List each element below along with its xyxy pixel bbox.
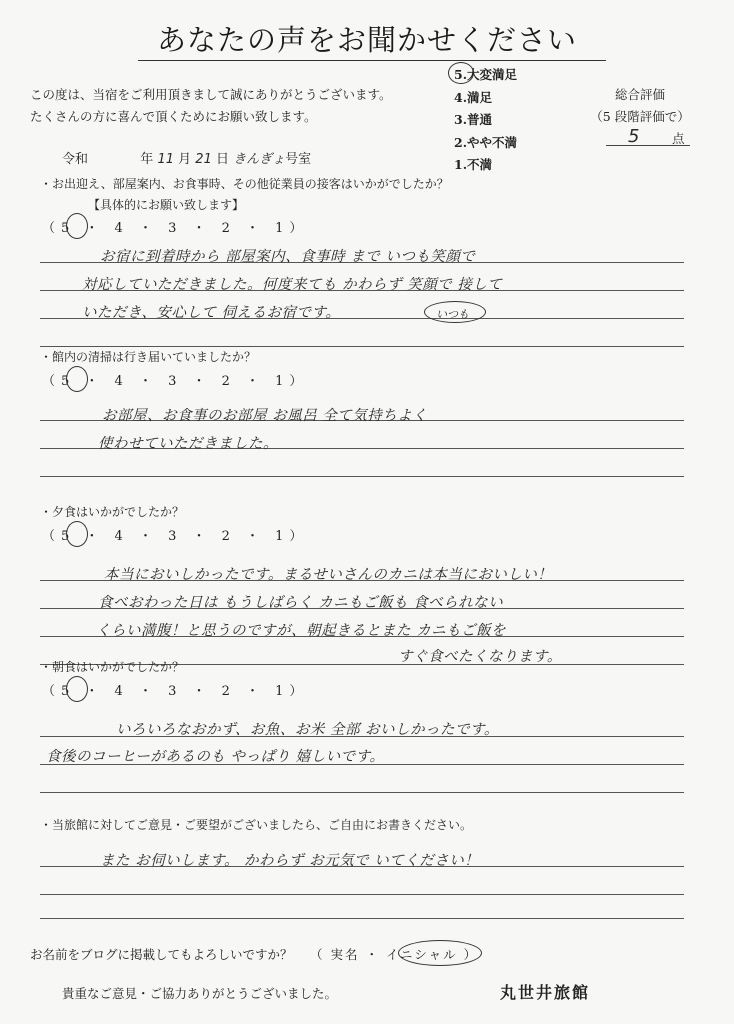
question-1: ・お出迎え、部屋案内、お食事時、その他従業員の接客はいかがでしたか？ — [40, 177, 449, 191]
blog-option-selected-circle[interactable] — [398, 940, 482, 966]
answer-line — [40, 346, 684, 347]
answer-1-margin-note: いつも — [436, 308, 469, 321]
intro-text — [30, 84, 392, 128]
question-2-rating: （5 ・ 4 ・ 3 ・ 2 ・ 1） — [42, 374, 309, 389]
question-2: ・館内の清掃は行き届いていましたか？ — [40, 350, 257, 364]
overall-rating — [560, 84, 720, 150]
question-3-selected-circle[interactable] — [66, 521, 88, 547]
intro-line-2: たくさんの方に喜んで頂くためにお願い致します。 — [30, 109, 317, 124]
scale-item-4: 4.満足 — [454, 89, 493, 105]
blog-options: （ 実名 ・ イニシャル ） — [310, 947, 479, 962]
satisfaction-scale — [454, 64, 517, 177]
overall-label: 総合評価 — [614, 87, 665, 102]
answer-1-line-1: お宿に到着時から 部屋案内、食事時 まで いつも笑顔で — [100, 249, 476, 265]
blog-question: お名前をブログに掲載してもよろしいですか？ — [30, 947, 293, 962]
scale-item-3: 3.普通 — [454, 112, 493, 127]
answer-line — [40, 918, 684, 919]
question-1-selected-circle[interactable] — [66, 213, 88, 239]
date-line — [62, 148, 311, 167]
question-5: ・当旅館に対してご意見・ご要望がございましたら、ご自由にお書きください。 — [40, 818, 473, 832]
margin-note-oval — [424, 301, 486, 323]
question-2-selected-circle[interactable] — [66, 366, 88, 392]
answer-line — [40, 894, 684, 895]
answer-3-line-1: 本当においしかったです。まるせいさんのカニは本当においしい！ — [104, 567, 553, 583]
question-4: ・朝食はいかがでしたか？ — [40, 660, 185, 674]
title-underline — [138, 60, 606, 61]
date-day-label: 日 — [215, 152, 229, 167]
answer-2-line-2: 使わせていただきました。 — [98, 436, 278, 452]
scale-item-1: 1.不満 — [454, 157, 493, 172]
answer-1-line-2: 対応していただきました。何度来ても かわらず 笑顔で 接して — [82, 277, 503, 293]
thanks-text: 貴重なご意見・ご協力ありがとうございました。 — [62, 986, 338, 1001]
date-prefix: 令和 — [62, 152, 89, 167]
answer-4-line-2: 食後のコーヒーがあるのも やっぱり 嬉しいです。 — [46, 749, 385, 765]
answer-3-line-3: くらい満腹！と思うのですが、朝起きるとまた カニもご飯を — [96, 623, 507, 639]
brand-name: 丸世井旅館 — [500, 983, 591, 1002]
date-day[interactable]: 21 — [195, 152, 212, 167]
date-room-label: 号室 — [285, 152, 312, 167]
answer-1-line-3: いただき、安心して 伺えるお宿です。 — [82, 305, 341, 321]
answer-2-line-1: お部屋、お食事のお部屋 お風呂 全て気持ちよく — [102, 408, 428, 424]
page-title: あなたの声をお聞かせください — [156, 23, 577, 57]
question-4-rating: （5 ・ 4 ・ 3 ・ 2 ・ 1） — [42, 684, 309, 699]
date-room[interactable]: きんぎょ — [233, 152, 286, 167]
score-underline — [606, 145, 690, 146]
date-month[interactable]: 11 — [157, 152, 174, 167]
answer-4-line-1: いろいろなおかず、お魚、お米 全部 おいしかったです。 — [116, 722, 499, 738]
question-3-rating: （5 ・ 4 ・ 3 ・ 2 ・ 1） — [42, 529, 309, 544]
intro-line-1: この度は、当宿をご利用頂きまして誠にありがとうございます。 — [30, 87, 392, 102]
answer-5-line-1: また お伺いします。 かわらず お元気で いてください！ — [100, 853, 480, 869]
answer-line — [40, 476, 684, 477]
overall-score[interactable]: 5 — [628, 126, 640, 147]
question-1-rating: （5 ・ 4 ・ 3 ・ 2 ・ 1） — [42, 221, 309, 236]
scale-item-5: 5.大変満足 — [454, 67, 518, 82]
question-1-note: 【具体的にお願い致します】 — [88, 198, 245, 212]
answer-line — [40, 792, 684, 793]
answer-3-line-2: 食べおわった日は もうしばらく カニもご飯も 食べられない — [98, 595, 504, 611]
overall-sublabel: （5 段階評価で） — [590, 109, 690, 124]
scale-item-2: 2.やや不満 — [454, 134, 518, 150]
answer-3-line-4: すぐ食べたくなります。 — [398, 649, 562, 665]
date-month-label: 月 — [178, 152, 192, 167]
question-3: ・夕食はいかがでしたか？ — [40, 505, 185, 519]
overall-unit: 点 — [672, 131, 685, 146]
question-4-selected-circle[interactable] — [66, 676, 88, 702]
date-year-label: 年 — [140, 152, 154, 167]
